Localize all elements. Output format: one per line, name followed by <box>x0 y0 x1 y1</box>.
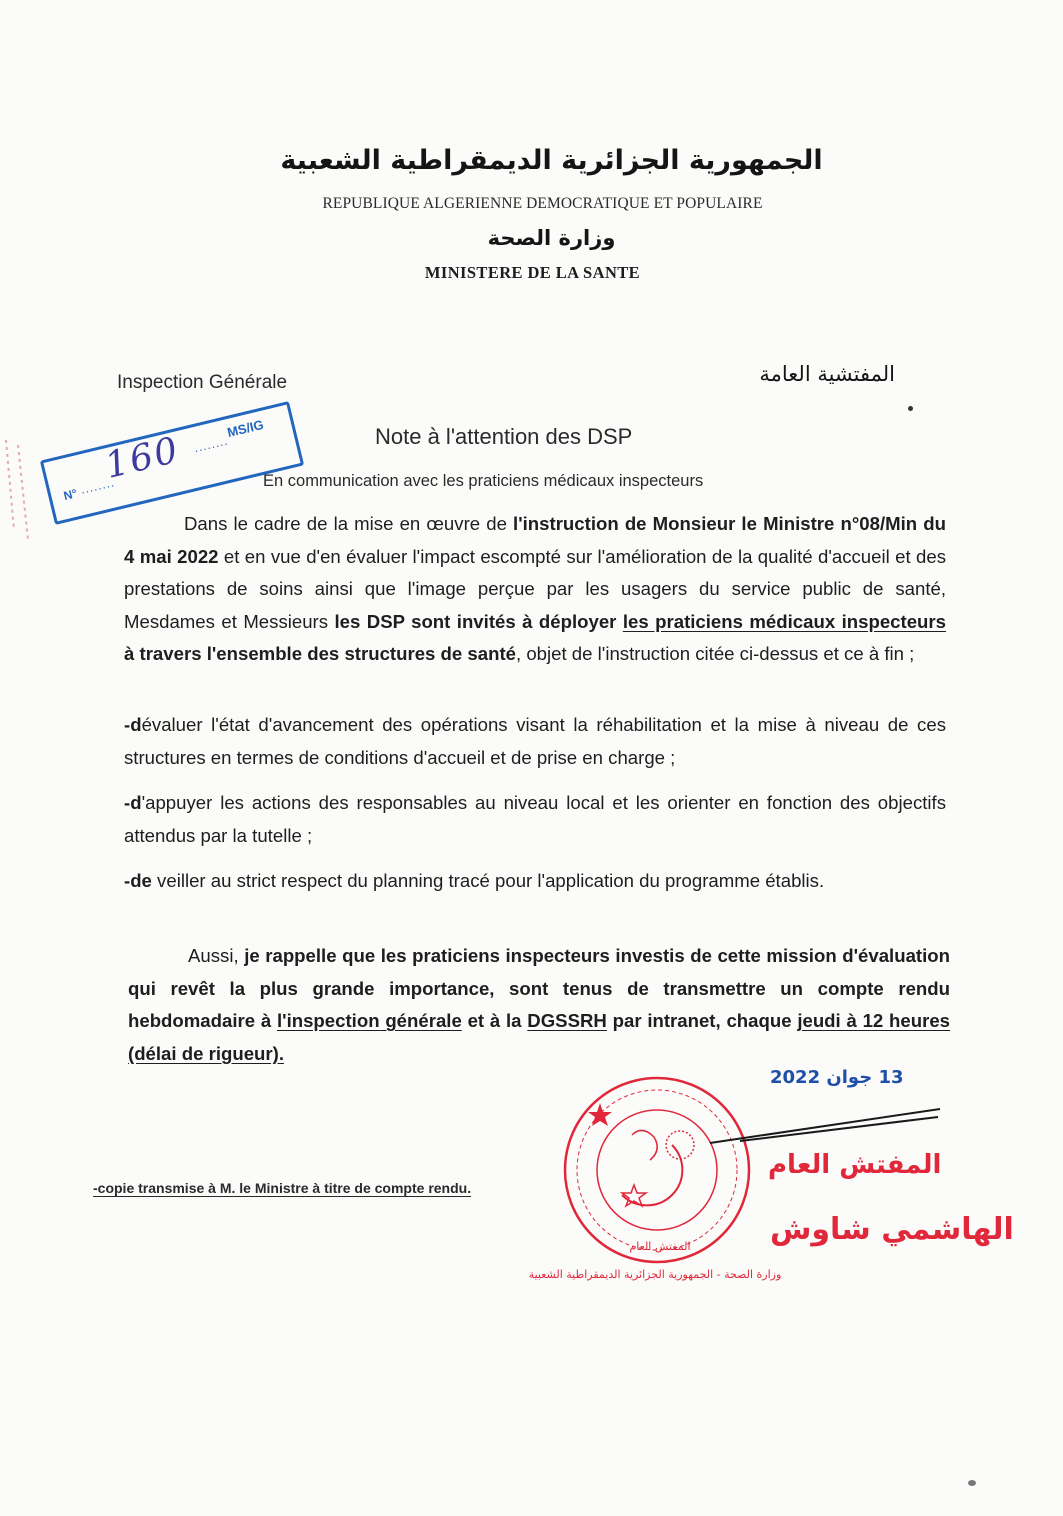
reference-prefix: N° <box>62 486 79 503</box>
paragraph-reminder <box>128 940 950 1070</box>
bold-text: à travers l'ensemble des structures de santé <box>124 643 516 664</box>
faint-stamp-marks <box>0 420 40 560</box>
stamp-dots: ........ <box>192 433 230 456</box>
bullet-marker: -d <box>124 714 142 735</box>
handwritten-signature <box>700 1105 950 1145</box>
speck <box>968 1480 976 1486</box>
seal-bottom-text: المفتش العام <box>629 1240 691 1253</box>
letterhead-french-republic: REPUBLIQUE ALGERIENNE DEMOCRATIQUE ET POPULAIRE <box>322 195 763 212</box>
text: Dans le cadre de la mise en œuvre de <box>184 513 514 534</box>
bold-text: les DSP sont invités à déployer <box>334 610 623 632</box>
letterhead-arabic-republic: الجمهورية الجزائرية الديمقراطية الشعبية <box>280 145 823 176</box>
bullet-planning <box>124 865 946 898</box>
stamp-dots: ........ <box>79 475 117 497</box>
bold-text: je rappelle que les praticiens inspecteurs investis de cette mission d'évaluation qui revêt la plus grande importance, sont tenus de transmettre un compte rendu hebdomadaire à <box>128 945 950 1031</box>
issuer-arabic: المفتشية العامة <box>759 362 895 386</box>
reference-number: 160 <box>101 429 184 487</box>
letterhead-french-ministry: MINISTERE DE LA SANTE <box>424 263 641 282</box>
text: 'appuyer les actions des responsables au niveau local et les orienter en fonction des objectifs attendus par la tutelle ; <box>124 792 946 846</box>
bullet-evaluate <box>124 709 946 774</box>
text: , objet de l'instruction citée ci-dessus et ce à fin ; <box>515 643 915 664</box>
document-title: Note à l'attention des DSP <box>375 424 633 449</box>
signatory-title: المفتش العام <box>768 1150 942 1180</box>
text: veiller au strict respect du planning tracé pour l'application du programme établis. <box>151 870 825 891</box>
official-seal <box>562 1075 752 1265</box>
speck <box>908 406 913 411</box>
bold-text: et à la <box>461 1010 528 1031</box>
signatory-name: الهاشمي شاوش <box>770 1212 1014 1247</box>
document-subtitle: En communication avec les praticiens médicaux inspecteurs <box>263 472 704 490</box>
bullet-support <box>124 787 946 852</box>
underlined-text: les praticiens médicaux inspecteurs <box>622 610 946 632</box>
reference-suffix: MS/IG <box>225 416 266 441</box>
date-stamp: 13 جوان 2022 <box>770 1067 904 1088</box>
seal-emblem-detail <box>632 1130 657 1160</box>
bullet-marker: -d <box>124 792 142 813</box>
reference-number-stamp <box>40 401 304 525</box>
seal-ring-text: وزارة الصحة - الجمهورية الجزائرية الديمقراطية الشعبية <box>528 1268 782 1281</box>
text: Aussi, <box>188 945 245 966</box>
seal-inner-ring <box>597 1110 717 1230</box>
text: évaluer l'état d'avancement des opérations visant la réhabilitation et la mise à niveau de ces structures en termes de conditions d'accueil et de prise en charge ; <box>124 714 946 768</box>
underlined-text: DGSSRH <box>527 1010 607 1031</box>
copy-note: -copie transmise à M. le Ministre à titre de compte rendu. <box>93 1180 472 1196</box>
seal-crescent-icon <box>622 1145 682 1205</box>
letterhead-arabic-ministry: وزارة الصحة <box>487 226 616 250</box>
issuer-french: Inspection Générale <box>117 372 288 393</box>
underlined-text: jeudi à 12 heures (délai de rigueur). <box>128 1010 951 1064</box>
bold-text: l'instruction de Monsieur le Ministre n°08/Min du 4 mai 2022 <box>124 513 946 567</box>
text: et en vue d'en évaluer l'impact escompté sur l'amélioration de la qualité d'accueil et des prestations de soins ainsi que l'image perçue par les usagers du service public de santé, Mesdames et Messieurs <box>124 545 946 632</box>
bullet-marker: -de <box>124 870 152 891</box>
underlined-text: l'inspection générale <box>276 1010 462 1031</box>
paragraph-intro <box>124 508 946 671</box>
bold-text: par intranet, chaque <box>606 1010 798 1031</box>
